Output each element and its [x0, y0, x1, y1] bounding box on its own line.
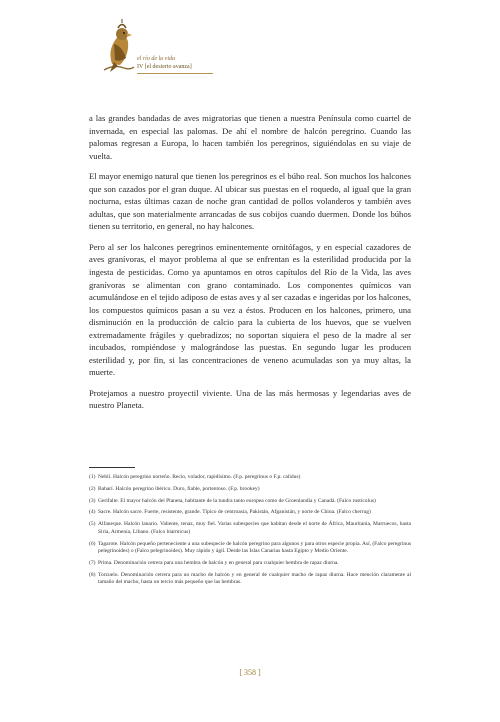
footnote-number: (6) — [89, 540, 96, 547]
footnote-text: Gerifalte. El mayor halcón del Planeta, habitante de la tundra tanto europea como de Groenlandia y Canadá. (Falco rusticolus) — [98, 497, 376, 504]
footnote-text: Torzuelo. Denominación cetrera para un macho de halcón y en general de cualquier macho de rapaz diurna. Hace mención claramente al tamaño del macho, hasta un tercio más pequeño que las hembras. — [98, 571, 411, 586]
footnote-text: Tagarote. Halcón pequeño perteneciente a una subespecie de halcón peregrino para algunos y para otros especie propia. Así, (Falco peregrinus pelegrinoides) o (Falco pelegrinoides). Muy rápido y ágil. Desde las Islas Canarias hasta Egipto y Medio Oriente. — [98, 540, 411, 555]
body-text — [89, 112, 411, 412]
footnote-number: (3) — [89, 497, 96, 504]
footnote-number: (7) — [89, 559, 96, 566]
footnote — [89, 541, 411, 556]
footnote-number: (2) — [89, 485, 96, 492]
paragraph: a las grandes bandadas de aves migratorias que tienen a nuestra Península como cuartel de invernada, en especial las palomas. De ahí el nombre de halcón peregrino. Cuando las palomas regresan a Europa, lo hacen también los peregrinos, siguiéndolas en su viaje de vuelta. — [89, 113, 411, 161]
paragraph: Protejamos a nuestro proyectil viviente. Una de las más hermosas y legendarias aves de nuestro Planeta. — [89, 387, 411, 411]
footnote-number: (8) — [89, 571, 96, 578]
footnote — [89, 486, 411, 494]
running-header — [100, 18, 220, 80]
footnote-text: Sacre. Halcón sacre. Fuerte, resistente, grande. Típico de centroasia, Pakistán, Afganistán, y norte de China. (Falco cherrug) — [98, 509, 371, 516]
footnote-text: Baharí. Halcón peregrino ibérico. Duro, fiable, portentoso. (F.p. brookey) — [98, 485, 260, 492]
footnote — [89, 474, 411, 482]
paragraph: Pero al ser los halcones peregrinos eminentemente ornitófagos, y en especial cazadores de aves granívoras, el mayor problema al que se enfrentan es la esterilidad producida por la ingesta de pesticidas. Como ya apuntamos en otros capítulos del Río de la Vida, las aves granívoras se alimentan con grano contaminado. Los componentes químicos van acumulándose en el tejido adiposo de estas aves y al ser cazadas e ingeridas por los halcones, los compuestos químicos pasan a su vez a éstos. Producen en los halcones, primero, una disminución en la producción de calcio para la cubierta de los huevos, que se vuelven extremadamente frágiles y quebradizos; no soportan siquiera el peso de la madre al ser incubados, rompiéndose y malográndose las puestas. En segundo lugar les producen esterilidad y, por fin, si las concentraciones de veneno acumuladas son ya muy altas, la muerte. — [89, 241, 411, 378]
footnote-number: (4) — [89, 509, 96, 516]
chapter-title: IV [el desierto avanza] — [137, 64, 192, 70]
paragraph: El mayor enemigo natural que tienen los peregrinos es el búho real. Son muchos los halcones que son cazados por el gran duque. Al ubicar sus puestas en el roquedo, al igual que la gran nocturna, estas últimas cazan de noche gran cantidad de pollos volanderos y también aves adultas, que son materialmente arrancadas de sus cobijos cuando duermen. Donde los búhos tienen su territorio, en general, no hay halcones. — [89, 171, 411, 232]
page-number: [ 358 ] — [239, 668, 261, 677]
footnote-divider — [89, 467, 135, 468]
footnote-number: (5) — [89, 521, 96, 528]
footnotes — [89, 474, 411, 591]
header-divider — [137, 73, 213, 74]
header-title — [137, 55, 192, 71]
bird-logo-icon — [100, 18, 140, 78]
series-title: el río de la vida — [137, 56, 175, 62]
footnote — [89, 509, 411, 517]
footnote — [89, 560, 411, 568]
footnote — [89, 498, 411, 506]
footnote-text: Prima. Denominación cetrera para una hembra de halcón y en general para cualquier hembra de rapaz diurna. — [98, 559, 339, 566]
footnote — [89, 521, 411, 536]
footnote — [89, 572, 411, 587]
footnote-text: Alfaneque. Halcón lanario. Valiente, tenaz, muy fiel. Varias subespecies que habitan desde el norte de África, Mauritania, Marruecos, hasta Siria, Armenia, Líbano. (Falco biarmicus) — [98, 521, 411, 535]
footnote-text: Neblí. Halcón peregrino norteño. Recio, volador, rapidísimo. (F.p. peregrinus o F.p. calidus) — [98, 474, 301, 480]
footnote-number: (1) — [89, 474, 96, 480]
